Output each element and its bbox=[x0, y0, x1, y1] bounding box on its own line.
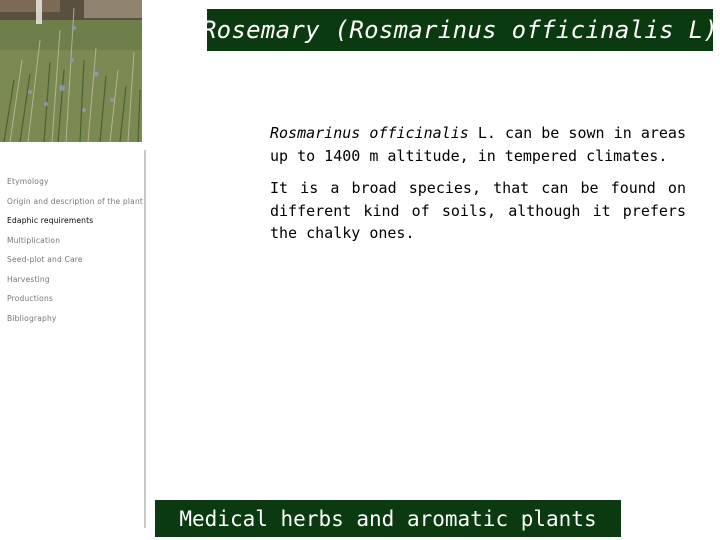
nav-item-bibliography[interactable]: Bibliography bbox=[7, 313, 57, 323]
nav-item-productions[interactable]: Productions bbox=[7, 294, 54, 303]
scientific-name: Rosmarinus officinalis bbox=[270, 124, 469, 142]
paragraph-altitude bbox=[270, 122, 686, 167]
paragraph-soils: It is a broad species, that can be found on different kind of soils, although it prefers the chalky ones. bbox=[270, 179, 686, 242]
main-content bbox=[270, 122, 686, 255]
nav-item-harvesting[interactable]: Harvesting bbox=[7, 274, 50, 284]
sidebar-nav bbox=[7, 177, 147, 333]
nav-item-origin-description[interactable]: Origin and description of the plant bbox=[7, 196, 144, 206]
footer-label: Medical herbs and aromatic plants bbox=[179, 506, 597, 531]
footer-bar bbox=[155, 500, 621, 537]
rosemary-photo bbox=[0, 0, 142, 142]
nav-item-seed-plot-care[interactable]: Seed-plot and Care bbox=[7, 255, 83, 264]
page-title: Rosemary (Rosmarinus officinalis L) bbox=[201, 16, 719, 44]
nav-item-edaphic-requirements[interactable]: Edaphic requirements bbox=[7, 216, 94, 225]
paragraph-altitude-text: L. can be sown in areas up to 1400 m altitude, in tempered climates. bbox=[270, 124, 686, 165]
nav-item-etymology[interactable]: Etymology bbox=[7, 177, 49, 186]
rosemary-photo-image bbox=[0, 0, 142, 142]
page-title-bar bbox=[201, 9, 719, 51]
nav-item-multiplication[interactable]: Multiplication bbox=[7, 235, 61, 245]
